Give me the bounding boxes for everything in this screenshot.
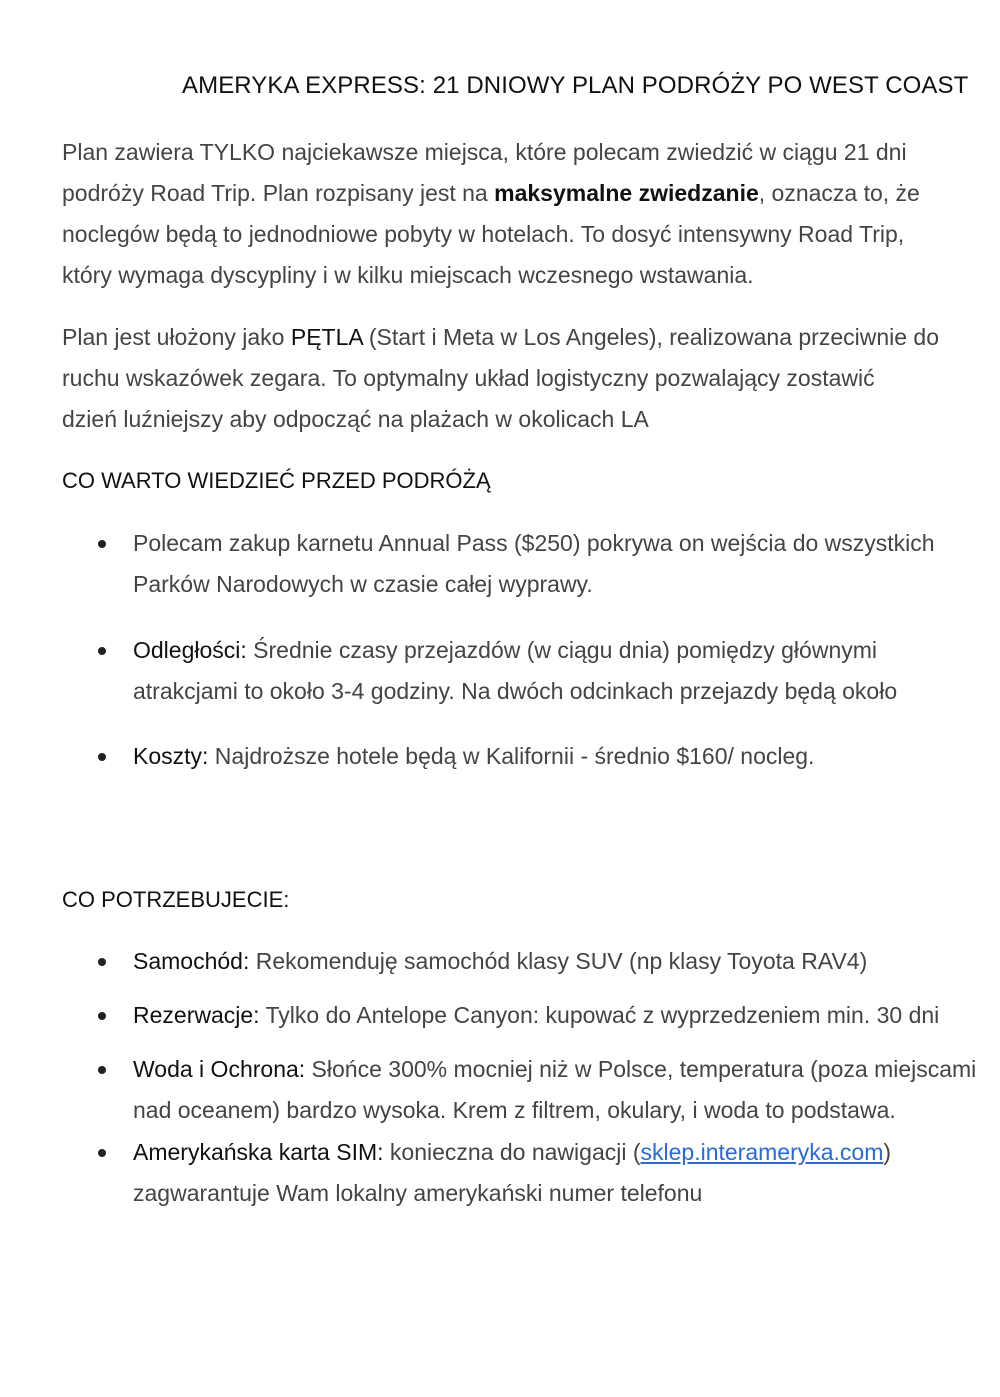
bullet-text: Najdroższe hotele będą w Kalifornii - średnio $160/ nocleg. — [208, 743, 815, 769]
intro-line-1: Plan zawiera TYLKO najciekawsze miejsca, które polecam zwiedzić w ciągu 21 dni — [62, 139, 907, 165]
bullet-text: Rekomenduję samochód klasy SUV (np klasy Toyota RAV4) — [249, 948, 868, 974]
bullet-text-tail: ) — [883, 1139, 892, 1165]
bullet-line-2: atrakcjami to około 3-4 godziny. Na dwóch odcinkach przejazdy będą około — [133, 678, 898, 704]
bullet-line-1 — [133, 1132, 1000, 1173]
bullet-dot — [98, 1066, 106, 1074]
bullet-label: Koszty: — [133, 743, 209, 769]
bullet-line-2: zagwarantuje Wam lokalny amerykański numer telefonu — [133, 1180, 703, 1206]
bullet-line-1 — [133, 995, 1000, 1036]
intro-line-4: który wymaga dyscypliny i w kilku miejscach wczesnego wstawania. — [62, 262, 754, 288]
bullet-line-1 — [133, 1049, 1000, 1090]
list-item — [133, 736, 1000, 777]
intro-line-2-text: podróży Road Trip. Plan rozpisany jest na — [62, 180, 495, 206]
bullet-label: Amerykańska karta SIM: — [133, 1139, 384, 1165]
bullet-label: Woda i Ochrona: — [133, 1056, 306, 1082]
list-item — [133, 1049, 1000, 1131]
loop-line-1 — [62, 317, 1000, 358]
bullet-text: konieczna do nawigacji ( — [383, 1139, 641, 1165]
list-item — [133, 941, 1000, 982]
loop-line-2: ruchu wskazówek zegara. To optymalny układ logistyczny pozwalający zostawić — [62, 365, 875, 391]
section-heading-before-trip: CO WARTO WIEDZIEĆ PRZED PODRÓŻĄ — [62, 468, 491, 493]
list-item — [133, 630, 1000, 712]
intro-line-3: noclegów będą to jednodniowe pobyty w hotelach. To dosyć intensywny Road Trip, — [62, 221, 905, 247]
bullet-dot — [98, 540, 106, 548]
intro-paragraph — [62, 132, 1000, 296]
bullet-line-1 — [133, 630, 1000, 671]
document-title: AMERYKA EXPRESS: 21 DNIOWY PLAN PODRÓŻY PO WEST COAST — [182, 72, 969, 99]
bullet-line-1 — [133, 941, 1000, 982]
loop-line-3: dzień luźniejszy aby odpocząć na plażach w okolicach LA — [62, 406, 649, 432]
sim-shop-link[interactable]: sklep.interameryka.com — [640, 1139, 884, 1165]
list-item — [133, 1132, 1000, 1214]
bullet-line-1 — [133, 736, 1000, 777]
bullet-dot — [98, 958, 106, 966]
bullet-text: Średnie czasy przejazdów (w ciągu dnia) pomiędzy głównymi — [246, 637, 878, 663]
bullet-dot — [98, 1012, 106, 1020]
list-item — [133, 523, 1000, 605]
bullet-dot — [98, 753, 106, 761]
bullet-line-2: nad oceanem) bardzo wysoka. Krem z filtrem, okulary, i woda to podstawa. — [133, 1097, 896, 1123]
loop-paragraph — [62, 317, 1000, 440]
bullet-text: Słońce 300% mocniej niż w Polsce, temperatura (poza miejscami — [305, 1056, 977, 1082]
bullet-line-2: Parków Narodowych w czasie całej wyprawy. — [133, 571, 593, 597]
loop-line-1-tail: (Start i Meta w Los Angeles), realizowana przeciwnie do — [362, 324, 940, 350]
intro-bold-phrase: maksymalne zwiedzanie — [494, 180, 759, 206]
loop-mark: PĘTLA — [290, 324, 363, 350]
section-heading-needs: CO POTRZEBUJECIE: — [62, 887, 290, 912]
bullet-label: Odległości: — [133, 637, 247, 663]
list-item — [133, 995, 1000, 1036]
loop-line-1-text: Plan jest ułożony jako — [62, 324, 291, 350]
intro-line-2 — [62, 173, 1000, 214]
bullet-text: Tylko do Antelope Canyon: kupować z wyprzedzeniem min. 30 dni — [259, 1002, 940, 1028]
bullet-dot — [98, 647, 106, 655]
bullet-line-1: Polecam zakup karnetu Annual Pass ($250) pokrywa on wejścia do wszystkich — [133, 530, 935, 556]
bullet-dot — [98, 1149, 106, 1157]
bullet-label: Rezerwacje: — [133, 1002, 260, 1028]
bullet-label: Samochód: — [133, 948, 250, 974]
intro-line-2-tail: , oznacza to, że — [758, 180, 920, 206]
